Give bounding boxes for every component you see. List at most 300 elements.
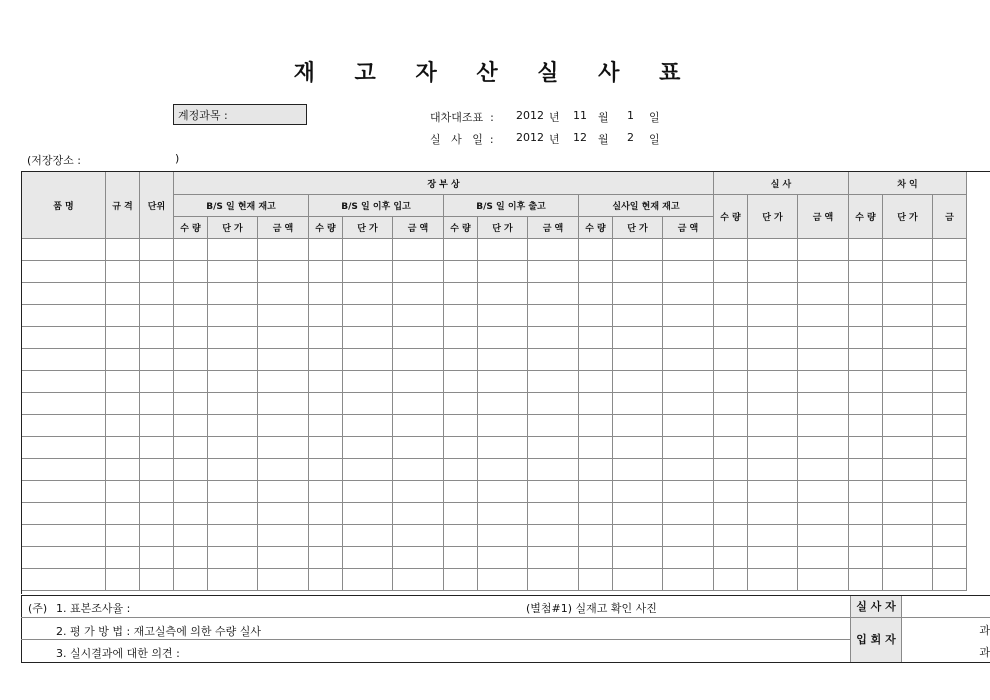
table-cell[interactable] (663, 415, 714, 437)
table-cell[interactable] (393, 349, 444, 371)
table-cell[interactable] (933, 525, 967, 547)
table-cell[interactable] (478, 481, 528, 503)
table-cell[interactable] (343, 371, 393, 393)
table-cell[interactable] (309, 305, 343, 327)
table-cell[interactable] (933, 239, 967, 261)
table-cell[interactable] (106, 261, 140, 283)
table-cell[interactable] (579, 481, 613, 503)
table-cell[interactable] (579, 327, 613, 349)
table-cell[interactable] (106, 283, 140, 305)
table-cell[interactable] (106, 349, 140, 371)
table-cell[interactable] (258, 525, 309, 547)
table-cell[interactable] (208, 283, 258, 305)
table-cell[interactable] (309, 239, 343, 261)
table-cell[interactable] (106, 415, 140, 437)
table-cell[interactable] (444, 261, 478, 283)
table-cell[interactable] (22, 349, 106, 371)
table-cell[interactable] (140, 261, 174, 283)
table-cell[interactable] (528, 393, 579, 415)
table-cell[interactable] (106, 393, 140, 415)
table-cell[interactable] (798, 261, 849, 283)
table-cell[interactable] (343, 239, 393, 261)
table-cell[interactable] (663, 327, 714, 349)
table-cell[interactable] (883, 481, 933, 503)
table-cell[interactable] (798, 569, 849, 591)
table-cell[interactable] (140, 503, 174, 525)
table-cell[interactable] (393, 393, 444, 415)
table-cell[interactable] (343, 459, 393, 481)
table-cell[interactable] (106, 547, 140, 569)
table-cell[interactable] (393, 481, 444, 503)
table-cell[interactable] (748, 503, 798, 525)
table-cell[interactable] (393, 261, 444, 283)
table-cell[interactable] (140, 525, 174, 547)
table-cell[interactable] (528, 371, 579, 393)
table-cell[interactable] (579, 305, 613, 327)
table-cell[interactable] (343, 525, 393, 547)
table-cell[interactable] (613, 305, 663, 327)
table-cell[interactable] (393, 547, 444, 569)
table-cell[interactable] (444, 393, 478, 415)
table-cell[interactable] (883, 393, 933, 415)
table-cell[interactable] (140, 239, 174, 261)
table-cell[interactable] (663, 283, 714, 305)
table-cell[interactable] (478, 437, 528, 459)
table-cell[interactable] (933, 327, 967, 349)
table-cell[interactable] (444, 327, 478, 349)
table-cell[interactable] (933, 415, 967, 437)
table-cell[interactable] (258, 239, 309, 261)
table-cell[interactable] (478, 547, 528, 569)
table-cell[interactable] (174, 327, 208, 349)
table-cell[interactable] (798, 437, 849, 459)
table-cell[interactable] (140, 349, 174, 371)
table-cell[interactable] (714, 459, 748, 481)
table-cell[interactable] (478, 503, 528, 525)
table-cell[interactable] (106, 327, 140, 349)
table-cell[interactable] (849, 283, 883, 305)
table-cell[interactable] (798, 547, 849, 569)
table-cell[interactable] (798, 327, 849, 349)
table-cell[interactable] (258, 283, 309, 305)
table-cell[interactable] (798, 305, 849, 327)
table-cell[interactable] (613, 415, 663, 437)
table-cell[interactable] (748, 459, 798, 481)
table-cell[interactable] (579, 525, 613, 547)
table-cell[interactable] (343, 415, 393, 437)
table-cell[interactable] (140, 283, 174, 305)
table-cell[interactable] (849, 481, 883, 503)
table-cell[interactable] (933, 349, 967, 371)
table-cell[interactable] (22, 415, 106, 437)
table-cell[interactable] (933, 283, 967, 305)
table-cell[interactable] (393, 525, 444, 547)
table-cell[interactable] (714, 569, 748, 591)
table-cell[interactable] (22, 371, 106, 393)
table-cell[interactable] (579, 261, 613, 283)
table-cell[interactable] (140, 393, 174, 415)
table-cell[interactable] (444, 459, 478, 481)
table-cell[interactable] (663, 261, 714, 283)
table-cell[interactable] (22, 525, 106, 547)
table-cell[interactable] (444, 283, 478, 305)
account-field[interactable] (173, 104, 307, 125)
table-cell[interactable] (174, 393, 208, 415)
table-cell[interactable] (478, 327, 528, 349)
table-cell[interactable] (393, 371, 444, 393)
table-cell[interactable] (258, 459, 309, 481)
table-cell[interactable] (258, 569, 309, 591)
table-cell[interactable] (393, 459, 444, 481)
table-cell[interactable] (714, 305, 748, 327)
table-cell[interactable] (663, 371, 714, 393)
table-cell[interactable] (393, 283, 444, 305)
table-cell[interactable] (208, 569, 258, 591)
table-cell[interactable] (106, 305, 140, 327)
table-cell[interactable] (748, 349, 798, 371)
table-cell[interactable] (933, 503, 967, 525)
table-cell[interactable] (478, 569, 528, 591)
table-cell[interactable] (883, 437, 933, 459)
table-cell[interactable] (798, 481, 849, 503)
table-cell[interactable] (663, 239, 714, 261)
table-cell[interactable] (883, 569, 933, 591)
table-cell[interactable] (933, 437, 967, 459)
table-cell[interactable] (528, 569, 579, 591)
table-cell[interactable] (106, 239, 140, 261)
table-cell[interactable] (528, 415, 579, 437)
table-cell[interactable] (528, 261, 579, 283)
table-cell[interactable] (140, 415, 174, 437)
table-cell[interactable] (174, 415, 208, 437)
table-cell[interactable] (933, 371, 967, 393)
table-cell[interactable] (106, 459, 140, 481)
table-cell[interactable] (613, 349, 663, 371)
table-cell[interactable] (174, 261, 208, 283)
table-cell[interactable] (174, 503, 208, 525)
table-cell[interactable] (579, 239, 613, 261)
table-cell[interactable] (258, 437, 309, 459)
table-cell[interactable] (444, 415, 478, 437)
table-cell[interactable] (393, 569, 444, 591)
table-cell[interactable] (933, 547, 967, 569)
table-cell[interactable] (140, 569, 174, 591)
table-cell[interactable] (748, 569, 798, 591)
table-cell[interactable] (444, 349, 478, 371)
table-cell[interactable] (444, 525, 478, 547)
table-cell[interactable] (849, 415, 883, 437)
table-cell[interactable] (343, 481, 393, 503)
table-cell[interactable] (663, 437, 714, 459)
table-cell[interactable] (174, 547, 208, 569)
table-cell[interactable] (883, 371, 933, 393)
table-cell[interactable] (174, 569, 208, 591)
table-cell[interactable] (613, 261, 663, 283)
table-cell[interactable] (444, 547, 478, 569)
table-cell[interactable] (174, 525, 208, 547)
table-cell[interactable] (174, 239, 208, 261)
table-cell[interactable] (714, 525, 748, 547)
table-cell[interactable] (208, 327, 258, 349)
table-cell[interactable] (208, 415, 258, 437)
table-cell[interactable] (309, 283, 343, 305)
table-cell[interactable] (309, 349, 343, 371)
table-cell[interactable] (883, 525, 933, 547)
table-cell[interactable] (663, 481, 714, 503)
table-cell[interactable] (528, 547, 579, 569)
table-cell[interactable] (933, 393, 967, 415)
table-cell[interactable] (883, 261, 933, 283)
table-cell[interactable] (748, 393, 798, 415)
table-cell[interactable] (140, 327, 174, 349)
table-cell[interactable] (208, 481, 258, 503)
table-cell[interactable] (849, 437, 883, 459)
table-cell[interactable] (343, 437, 393, 459)
table-cell[interactable] (309, 525, 343, 547)
table-cell[interactable] (22, 569, 106, 591)
table-cell[interactable] (798, 393, 849, 415)
table-cell[interactable] (208, 349, 258, 371)
table-cell[interactable] (258, 547, 309, 569)
table-cell[interactable] (849, 305, 883, 327)
table-cell[interactable] (444, 239, 478, 261)
table-cell[interactable] (309, 261, 343, 283)
table-cell[interactable] (613, 503, 663, 525)
table-cell[interactable] (174, 305, 208, 327)
table-cell[interactable] (22, 459, 106, 481)
table-cell[interactable] (849, 503, 883, 525)
table-cell[interactable] (748, 327, 798, 349)
table-cell[interactable] (849, 349, 883, 371)
table-cell[interactable] (309, 481, 343, 503)
table-cell[interactable] (140, 371, 174, 393)
table-cell[interactable] (528, 437, 579, 459)
table-cell[interactable] (174, 459, 208, 481)
table-cell[interactable] (849, 547, 883, 569)
table-cell[interactable] (343, 503, 393, 525)
table-cell[interactable] (174, 349, 208, 371)
table-cell[interactable] (208, 305, 258, 327)
table-cell[interactable] (528, 503, 579, 525)
table-cell[interactable] (343, 283, 393, 305)
table-cell[interactable] (140, 481, 174, 503)
table-cell[interactable] (309, 393, 343, 415)
table-cell[interactable] (174, 371, 208, 393)
table-cell[interactable] (748, 415, 798, 437)
table-cell[interactable] (613, 569, 663, 591)
table-cell[interactable] (714, 415, 748, 437)
table-cell[interactable] (798, 349, 849, 371)
table-cell[interactable] (106, 503, 140, 525)
table-cell[interactable] (528, 305, 579, 327)
table-cell[interactable] (613, 525, 663, 547)
table-cell[interactable] (883, 283, 933, 305)
table-cell[interactable] (208, 547, 258, 569)
table-cell[interactable] (613, 283, 663, 305)
table-cell[interactable] (748, 283, 798, 305)
table-cell[interactable] (478, 415, 528, 437)
table-cell[interactable] (22, 503, 106, 525)
table-cell[interactable] (174, 481, 208, 503)
table-cell[interactable] (393, 437, 444, 459)
table-cell[interactable] (849, 459, 883, 481)
table-cell[interactable] (714, 547, 748, 569)
table-cell[interactable] (444, 305, 478, 327)
table-cell[interactable] (106, 371, 140, 393)
table-cell[interactable] (258, 481, 309, 503)
table-cell[interactable] (663, 349, 714, 371)
table-cell[interactable] (106, 437, 140, 459)
table-cell[interactable] (663, 547, 714, 569)
table-cell[interactable] (309, 569, 343, 591)
table-cell[interactable] (258, 305, 309, 327)
table-cell[interactable] (748, 525, 798, 547)
table-cell[interactable] (663, 459, 714, 481)
table-cell[interactable] (106, 525, 140, 547)
table-cell[interactable] (22, 305, 106, 327)
table-cell[interactable] (140, 437, 174, 459)
table-cell[interactable] (798, 283, 849, 305)
table-cell[interactable] (579, 349, 613, 371)
table-cell[interactable] (528, 349, 579, 371)
table-cell[interactable] (613, 371, 663, 393)
table-cell[interactable] (849, 393, 883, 415)
table-cell[interactable] (208, 437, 258, 459)
table-cell[interactable] (309, 415, 343, 437)
table-cell[interactable] (613, 481, 663, 503)
table-cell[interactable] (613, 437, 663, 459)
table-cell[interactable] (663, 393, 714, 415)
table-cell[interactable] (309, 371, 343, 393)
table-cell[interactable] (748, 547, 798, 569)
table-cell[interactable] (208, 459, 258, 481)
table-cell[interactable] (258, 503, 309, 525)
table-cell[interactable] (343, 305, 393, 327)
table-cell[interactable] (140, 459, 174, 481)
table-cell[interactable] (208, 371, 258, 393)
table-cell[interactable] (579, 437, 613, 459)
table-cell[interactable] (393, 503, 444, 525)
table-cell[interactable] (579, 569, 613, 591)
table-cell[interactable] (613, 459, 663, 481)
table-cell[interactable] (444, 371, 478, 393)
table-cell[interactable] (613, 327, 663, 349)
table-cell[interactable] (208, 503, 258, 525)
table-cell[interactable] (393, 327, 444, 349)
table-cell[interactable] (613, 547, 663, 569)
table-cell[interactable] (343, 569, 393, 591)
table-cell[interactable] (309, 327, 343, 349)
table-cell[interactable] (849, 525, 883, 547)
table-cell[interactable] (798, 371, 849, 393)
table-cell[interactable] (22, 283, 106, 305)
table-cell[interactable] (663, 525, 714, 547)
table-cell[interactable] (208, 239, 258, 261)
table-cell[interactable] (883, 459, 933, 481)
table-cell[interactable] (714, 481, 748, 503)
table-cell[interactable] (174, 437, 208, 459)
table-cell[interactable] (714, 393, 748, 415)
table-cell[interactable] (748, 481, 798, 503)
table-cell[interactable] (883, 239, 933, 261)
table-cell[interactable] (528, 327, 579, 349)
table-cell[interactable] (258, 393, 309, 415)
table-cell[interactable] (478, 371, 528, 393)
table-cell[interactable] (933, 569, 967, 591)
table-cell[interactable] (343, 349, 393, 371)
table-cell[interactable] (748, 437, 798, 459)
table-cell[interactable] (444, 569, 478, 591)
table-cell[interactable] (748, 305, 798, 327)
table-cell[interactable] (444, 481, 478, 503)
table-cell[interactable] (478, 261, 528, 283)
table-cell[interactable] (343, 547, 393, 569)
table-cell[interactable] (478, 305, 528, 327)
table-cell[interactable] (748, 261, 798, 283)
table-cell[interactable] (714, 261, 748, 283)
table-cell[interactable] (798, 525, 849, 547)
table-cell[interactable] (883, 349, 933, 371)
table-cell[interactable] (343, 393, 393, 415)
table-cell[interactable] (393, 239, 444, 261)
table-cell[interactable] (478, 525, 528, 547)
table-cell[interactable] (714, 371, 748, 393)
table-cell[interactable] (714, 239, 748, 261)
storage-location[interactable] (27, 152, 180, 168)
table-cell[interactable] (258, 327, 309, 349)
table-cell[interactable] (579, 547, 613, 569)
table-cell[interactable] (478, 459, 528, 481)
table-cell[interactable] (748, 239, 798, 261)
table-cell[interactable] (798, 239, 849, 261)
table-cell[interactable] (579, 283, 613, 305)
table-cell[interactable] (528, 481, 579, 503)
table-cell[interactable] (883, 327, 933, 349)
table-cell[interactable] (258, 371, 309, 393)
table-cell[interactable] (478, 393, 528, 415)
table-cell[interactable] (106, 481, 140, 503)
table-cell[interactable] (22, 327, 106, 349)
table-cell[interactable] (849, 327, 883, 349)
auditor-signature-field[interactable] (901, 596, 990, 618)
table-cell[interactable] (579, 393, 613, 415)
table-cell[interactable] (22, 481, 106, 503)
table-cell[interactable] (343, 327, 393, 349)
table-cell[interactable] (528, 283, 579, 305)
table-cell[interactable] (714, 437, 748, 459)
table-cell[interactable] (478, 239, 528, 261)
table-cell[interactable] (883, 503, 933, 525)
table-cell[interactable] (309, 437, 343, 459)
table-cell[interactable] (714, 503, 748, 525)
table-cell[interactable] (933, 459, 967, 481)
table-cell[interactable] (933, 481, 967, 503)
table-cell[interactable] (663, 305, 714, 327)
table-cell[interactable] (208, 393, 258, 415)
table-cell[interactable] (579, 371, 613, 393)
table-cell[interactable] (140, 305, 174, 327)
table-cell[interactable] (798, 415, 849, 437)
table-cell[interactable] (444, 503, 478, 525)
table-cell[interactable] (883, 415, 933, 437)
table-cell[interactable] (579, 459, 613, 481)
table-cell[interactable] (309, 547, 343, 569)
table-cell[interactable] (849, 371, 883, 393)
table-cell[interactable] (663, 503, 714, 525)
table-cell[interactable] (579, 415, 613, 437)
table-cell[interactable] (748, 371, 798, 393)
table-cell[interactable] (208, 525, 258, 547)
